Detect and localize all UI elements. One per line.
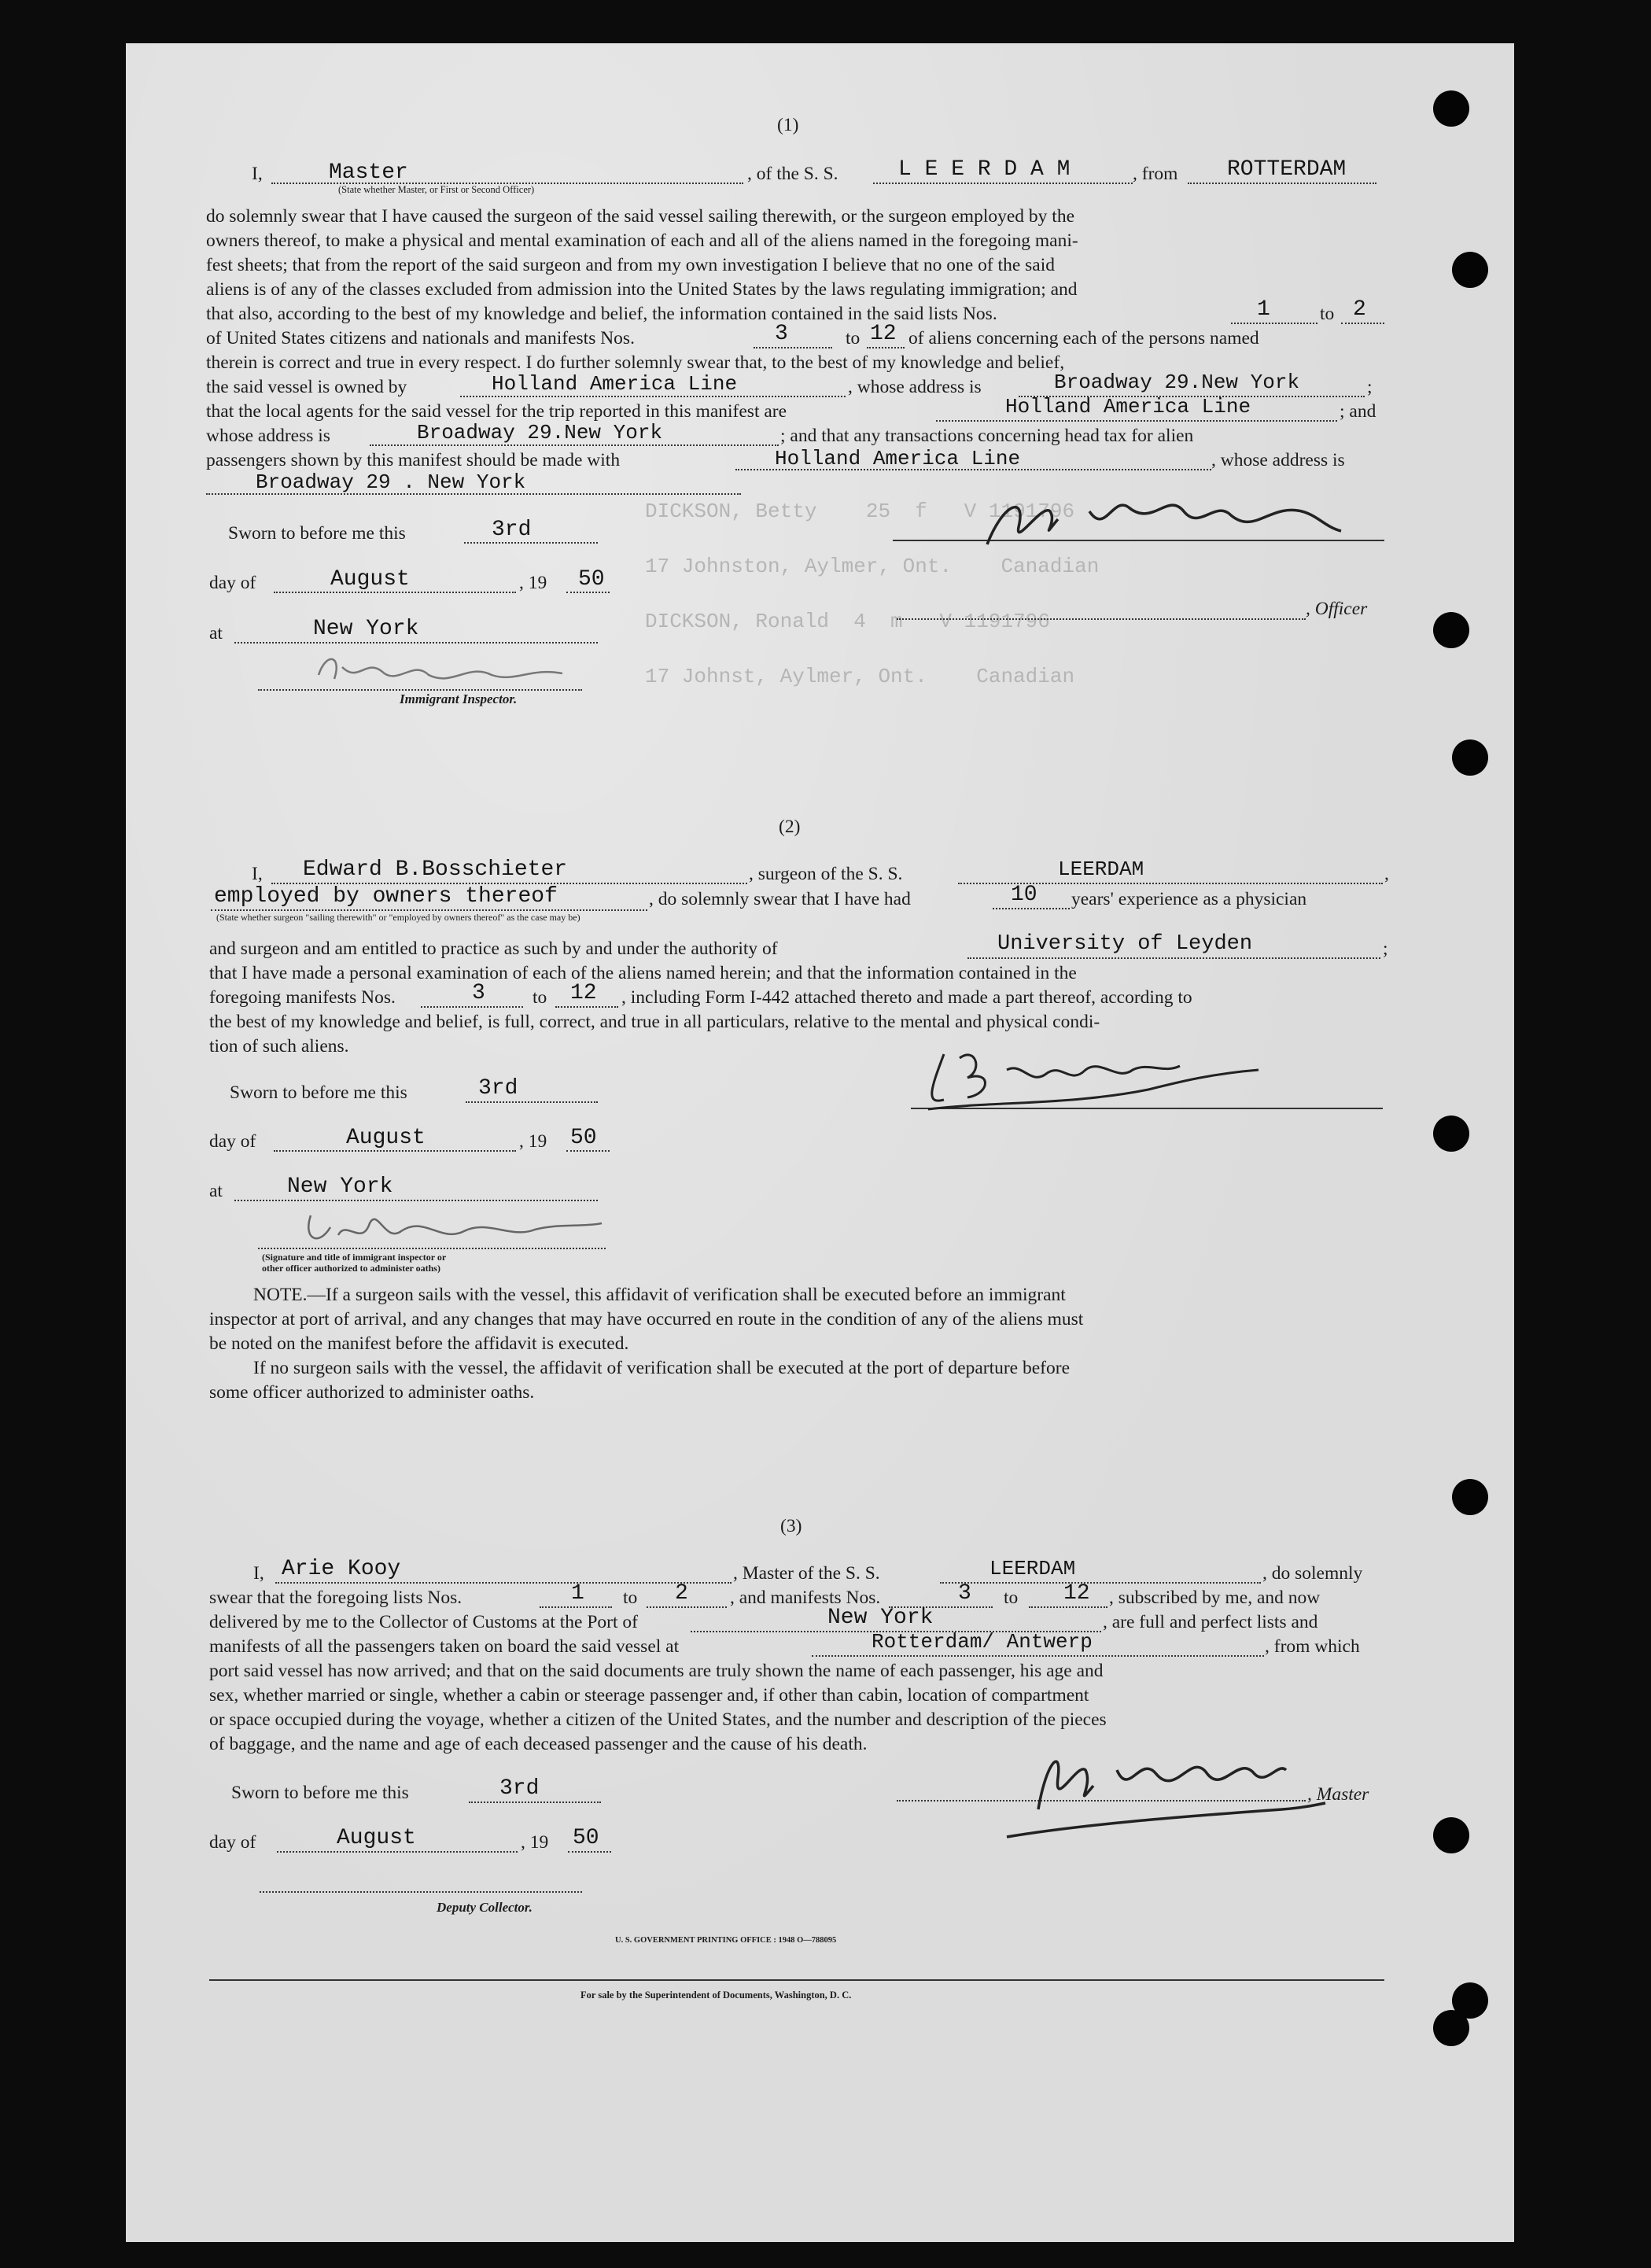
owner-field: Holland America Line bbox=[492, 372, 738, 396]
city-field: New York bbox=[287, 1175, 393, 1199]
text: therein is correct and true in every respect. I do further solemnly swear that, to the best of my knowledge and belief, bbox=[206, 352, 1065, 373]
manifests-to-field: 12 bbox=[1063, 1581, 1090, 1606]
month-line bbox=[277, 1851, 518, 1853]
text: the best of my knowledge and belief, is full, correct, and true in all particulars, relative to the mental and physical condi- bbox=[209, 1012, 1100, 1032]
departure-port-field: Rotterdam/ Antwerp bbox=[872, 1630, 1093, 1654]
text: Sworn to before me this bbox=[228, 523, 406, 544]
deputy-line bbox=[260, 1891, 582, 1893]
agent-field: Holland America Line bbox=[1005, 395, 1251, 419]
master-label: , Master bbox=[1307, 1784, 1369, 1805]
text: day of bbox=[209, 1832, 256, 1853]
text: of United States citizens and nationals and manifests Nos. bbox=[206, 328, 635, 348]
text: Sworn to before me this bbox=[230, 1082, 407, 1103]
text: , whose address is bbox=[1211, 450, 1345, 470]
lists-from-line bbox=[1231, 323, 1317, 324]
text: that also, according to the best of my knowledge and belief, the information contained in the said lists Nos. bbox=[206, 304, 997, 324]
city-field: New York bbox=[313, 617, 419, 641]
text: or space occupied during the voyage, whether a citizen of the United States, and the number and description of the pieces bbox=[209, 1709, 1107, 1730]
text: port said vessel has now arrived; and that on the said documents are truly shown the name of each passenger, his age and bbox=[209, 1661, 1104, 1681]
manifests-to-line bbox=[1029, 1606, 1107, 1608]
month-line bbox=[274, 592, 516, 593]
text: , are full and perfect lists and bbox=[1103, 1612, 1318, 1632]
authority-field: University of Leyden bbox=[997, 932, 1253, 956]
month-field: August bbox=[346, 1126, 426, 1150]
punch-hole bbox=[1433, 1116, 1469, 1152]
year-line bbox=[568, 1851, 611, 1853]
text: to bbox=[533, 987, 547, 1008]
text: foregoing manifests Nos. bbox=[209, 987, 396, 1008]
text: , bbox=[1384, 864, 1389, 884]
text: , of the S. S. bbox=[747, 164, 838, 184]
lists-from-line bbox=[540, 1606, 612, 1608]
agent-line bbox=[936, 420, 1337, 422]
year-field: 50 bbox=[573, 1826, 599, 1850]
text: , from bbox=[1133, 164, 1178, 184]
text: ; bbox=[1367, 377, 1373, 397]
text: delivered by me to the Collector of Customs at the Port of bbox=[209, 1612, 638, 1632]
year-field: 50 bbox=[570, 1126, 597, 1150]
footer-rule bbox=[209, 1979, 1384, 1981]
employ-note: (State whether surgeon "sailing therewith" or "employed by owners thereof" as the case may be) bbox=[216, 912, 580, 923]
document-page bbox=[126, 43, 1514, 2242]
sworn-day-line bbox=[466, 1101, 598, 1103]
text: day of bbox=[209, 573, 256, 593]
manifests-from-line bbox=[421, 1006, 523, 1008]
inspector-signature bbox=[311, 644, 570, 691]
text: I, bbox=[252, 164, 263, 184]
sworn-day-line bbox=[464, 542, 598, 544]
text: tion of such aliens. bbox=[209, 1036, 349, 1057]
sworn-day-line bbox=[469, 1801, 601, 1803]
manifests-from-field: 3 bbox=[775, 322, 788, 346]
employ-line bbox=[211, 909, 647, 911]
text: , 19 bbox=[519, 573, 547, 593]
section-3-number: (3) bbox=[780, 1516, 802, 1536]
text: , whose address is bbox=[848, 377, 982, 397]
text: ; bbox=[1383, 939, 1388, 959]
text: at bbox=[209, 623, 223, 644]
bleed-through-text: DICKSON, Ronald 4 m V 1191796 bbox=[645, 610, 1050, 633]
rank-note: (State whether Master, or First or Second Officer) bbox=[338, 184, 535, 195]
text: Sworn to before me this bbox=[231, 1783, 409, 1803]
text: ; and bbox=[1340, 401, 1376, 422]
text: to bbox=[1320, 304, 1335, 324]
manifests-to-line bbox=[867, 347, 905, 348]
text: to bbox=[846, 328, 861, 348]
text: of baggage, and the name and age of each deceased passenger and the cause of his death. bbox=[209, 1734, 868, 1754]
punch-hole bbox=[1433, 612, 1469, 648]
text: I, bbox=[253, 1563, 264, 1584]
note-text: some officer authorized to administer oaths. bbox=[209, 1382, 535, 1403]
text: that I have made a personal examination of each of the aliens named herein; and that the information contained in the bbox=[209, 963, 1077, 983]
lists-to-field: 2 bbox=[675, 1581, 688, 1606]
note-text: be noted on the manifest before the affidavit is executed. bbox=[209, 1333, 629, 1354]
authority-line bbox=[967, 957, 1380, 959]
text: , do solemnly swear that I have had bbox=[649, 889, 911, 909]
month-field: August bbox=[330, 567, 410, 592]
punch-hole bbox=[1452, 739, 1488, 776]
owner-address-field: Broadway 29.New York bbox=[1054, 371, 1300, 394]
surgeon-signature bbox=[912, 1038, 1274, 1117]
vessel-line bbox=[873, 183, 1133, 184]
punch-hole bbox=[1452, 1479, 1488, 1515]
sworn-day-field: 3rd bbox=[499, 1776, 540, 1801]
port-from-line bbox=[1188, 183, 1376, 184]
sworn-day-field: 3rd bbox=[492, 518, 532, 542]
sale-notice: For sale by the Superintendent of Documents, Washington, D. C. bbox=[580, 1990, 852, 2001]
agent-address-line bbox=[370, 444, 779, 446]
vessel-name-field: LEERDAM bbox=[1058, 857, 1144, 881]
text: , do solemnly bbox=[1262, 1563, 1363, 1584]
sworn-day-field: 3rd bbox=[478, 1076, 518, 1101]
vessel-name-field: LEERDAM bbox=[989, 1557, 1076, 1580]
section-2-number: (2) bbox=[779, 817, 801, 837]
manifests-to-line bbox=[555, 1006, 618, 1008]
manifests-to-field: 12 bbox=[870, 322, 897, 346]
lists-to-line bbox=[647, 1606, 727, 1608]
text: , from which bbox=[1265, 1636, 1360, 1657]
sig-note-2: other officer authorized to administer oaths) bbox=[262, 1263, 440, 1274]
manifests-from-field: 3 bbox=[958, 1581, 971, 1606]
month-line bbox=[274, 1150, 516, 1152]
text: of aliens concerning each of the persons named bbox=[908, 328, 1259, 348]
year-line bbox=[566, 592, 610, 593]
text: swear that the foregoing lists Nos. bbox=[209, 1588, 463, 1608]
text: ; and that any transactions concerning head tax for alien bbox=[780, 426, 1194, 446]
bleed-through-text: 17 Johnston, Aylmer, Ont. Canadian bbox=[645, 555, 1100, 578]
manifests-from-line bbox=[754, 347, 832, 348]
departure-port-line bbox=[812, 1655, 1264, 1657]
master-signature bbox=[999, 1731, 1329, 1841]
text: day of bbox=[209, 1131, 256, 1152]
text: to bbox=[623, 1588, 638, 1608]
text: , subscribed by me, and now bbox=[1109, 1588, 1321, 1608]
text: , 19 bbox=[521, 1832, 549, 1853]
text: fest sheets; that from the report of the said surgeon and from my own investigation I believe that no one of the said bbox=[206, 255, 1055, 275]
text: I, bbox=[252, 864, 263, 884]
surgeon-name-field: Edward B.Bosschieter bbox=[303, 857, 568, 882]
text: , including Form I-442 attached thereto and made a part thereof, according to bbox=[621, 987, 1192, 1008]
master-signature bbox=[971, 488, 1349, 551]
text: owners thereof, to make a physical and mental examination of each and all of the aliens named in the foregoing mani- bbox=[206, 230, 1078, 251]
year-field: 50 bbox=[578, 567, 605, 592]
text: , and manifests Nos. bbox=[730, 1588, 881, 1608]
section-1-number: (1) bbox=[777, 115, 799, 135]
text: do solemnly swear that I have caused the surgeon of the said vessel sailing therewith, or the surgeon employed by the bbox=[206, 206, 1075, 227]
vessel-name-field: L E E R D A M bbox=[898, 157, 1071, 182]
text: aliens is of any of the classes excluded from admission into the United States by the laws regulating immigration; and bbox=[206, 279, 1078, 300]
text: that the local agents for the said vessel for the trip reported in this manifest are bbox=[206, 401, 787, 422]
employ-field: employed by owners thereof bbox=[214, 884, 558, 909]
lists-to-field: 2 bbox=[1353, 297, 1366, 322]
years-line bbox=[993, 908, 1070, 909]
note-text: NOTE.—If a surgeon sails with the vessel, this affidavit of verification shall be executed before an immigrant bbox=[253, 1285, 1066, 1305]
master-name-line bbox=[275, 1582, 732, 1584]
inspector-label: Immigrant Inspector. bbox=[400, 691, 518, 706]
inspector-signature bbox=[299, 1200, 606, 1251]
rank-field: Master bbox=[329, 160, 408, 185]
note-text: If no surgeon sails with the vessel, the affidavit of verification shall be executed at the port of departure before bbox=[253, 1358, 1070, 1378]
port-from-field: ROTTERDAM bbox=[1227, 157, 1347, 182]
port-field: New York bbox=[827, 1606, 934, 1630]
master-name-field: Arie Kooy bbox=[282, 1557, 401, 1581]
text: passengers shown by this manifest should be made with bbox=[206, 450, 621, 470]
month-field: August bbox=[337, 1826, 416, 1850]
note-text: inspector at port of arrival, and any changes that may have occurred en route in the condition of any of the aliens must bbox=[209, 1309, 1084, 1329]
text: years' experience as a physician bbox=[1071, 889, 1307, 909]
gpo-imprint: U. S. GOVERNMENT PRINTING OFFICE : 1948 O—788095 bbox=[615, 1936, 837, 1945]
text: and surgeon and am entitled to practice as such by and under the authority of bbox=[209, 939, 778, 959]
text: manifests of all the passengers taken on board the said vessel at bbox=[209, 1636, 680, 1657]
text: , Master of the S. S. bbox=[733, 1563, 880, 1584]
lists-from-field: 1 bbox=[571, 1581, 584, 1606]
owner-line bbox=[460, 396, 846, 397]
text: , surgeon of the S. S. bbox=[749, 864, 903, 884]
vessel-line bbox=[940, 1582, 1261, 1584]
punch-hole bbox=[1433, 90, 1469, 127]
punch-hole bbox=[1452, 252, 1488, 288]
agent-address-field: Broadway 29.New York bbox=[417, 421, 663, 444]
sig-note-1: (Signature and title of immigrant inspector or bbox=[262, 1252, 447, 1263]
tax-agent-field: Holland America Line bbox=[775, 447, 1021, 470]
lists-from-field: 1 bbox=[1257, 297, 1270, 322]
tax-address-field: Broadway 29 . New York bbox=[256, 470, 526, 494]
bleed-through-text: 17 Johnst, Aylmer, Ont. Canadian bbox=[645, 665, 1075, 688]
text: sex, whether married or single, whether a cabin or steerage passenger and, if other than cabin, location of compartment bbox=[209, 1685, 1089, 1706]
years-field: 10 bbox=[1011, 883, 1037, 907]
text: at bbox=[209, 1181, 223, 1201]
punch-hole bbox=[1433, 2010, 1469, 2046]
lists-to-line bbox=[1341, 323, 1384, 324]
officer-line bbox=[897, 618, 1306, 620]
bleed-through-text: DICKSON, Betty 25 f V 1191796 bbox=[645, 500, 1075, 523]
deputy-label: Deputy Collector. bbox=[437, 1900, 533, 1915]
text: , 19 bbox=[519, 1131, 547, 1152]
year-line bbox=[566, 1150, 610, 1152]
manifests-to-field: 12 bbox=[570, 981, 597, 1005]
manifests-from-field: 3 bbox=[472, 981, 485, 1005]
text: to bbox=[1004, 1588, 1019, 1608]
officer-label: , Officer bbox=[1306, 599, 1368, 619]
text: whose address is bbox=[206, 426, 330, 446]
punch-hole bbox=[1433, 1817, 1469, 1853]
text: the said vessel is owned by bbox=[206, 377, 407, 397]
